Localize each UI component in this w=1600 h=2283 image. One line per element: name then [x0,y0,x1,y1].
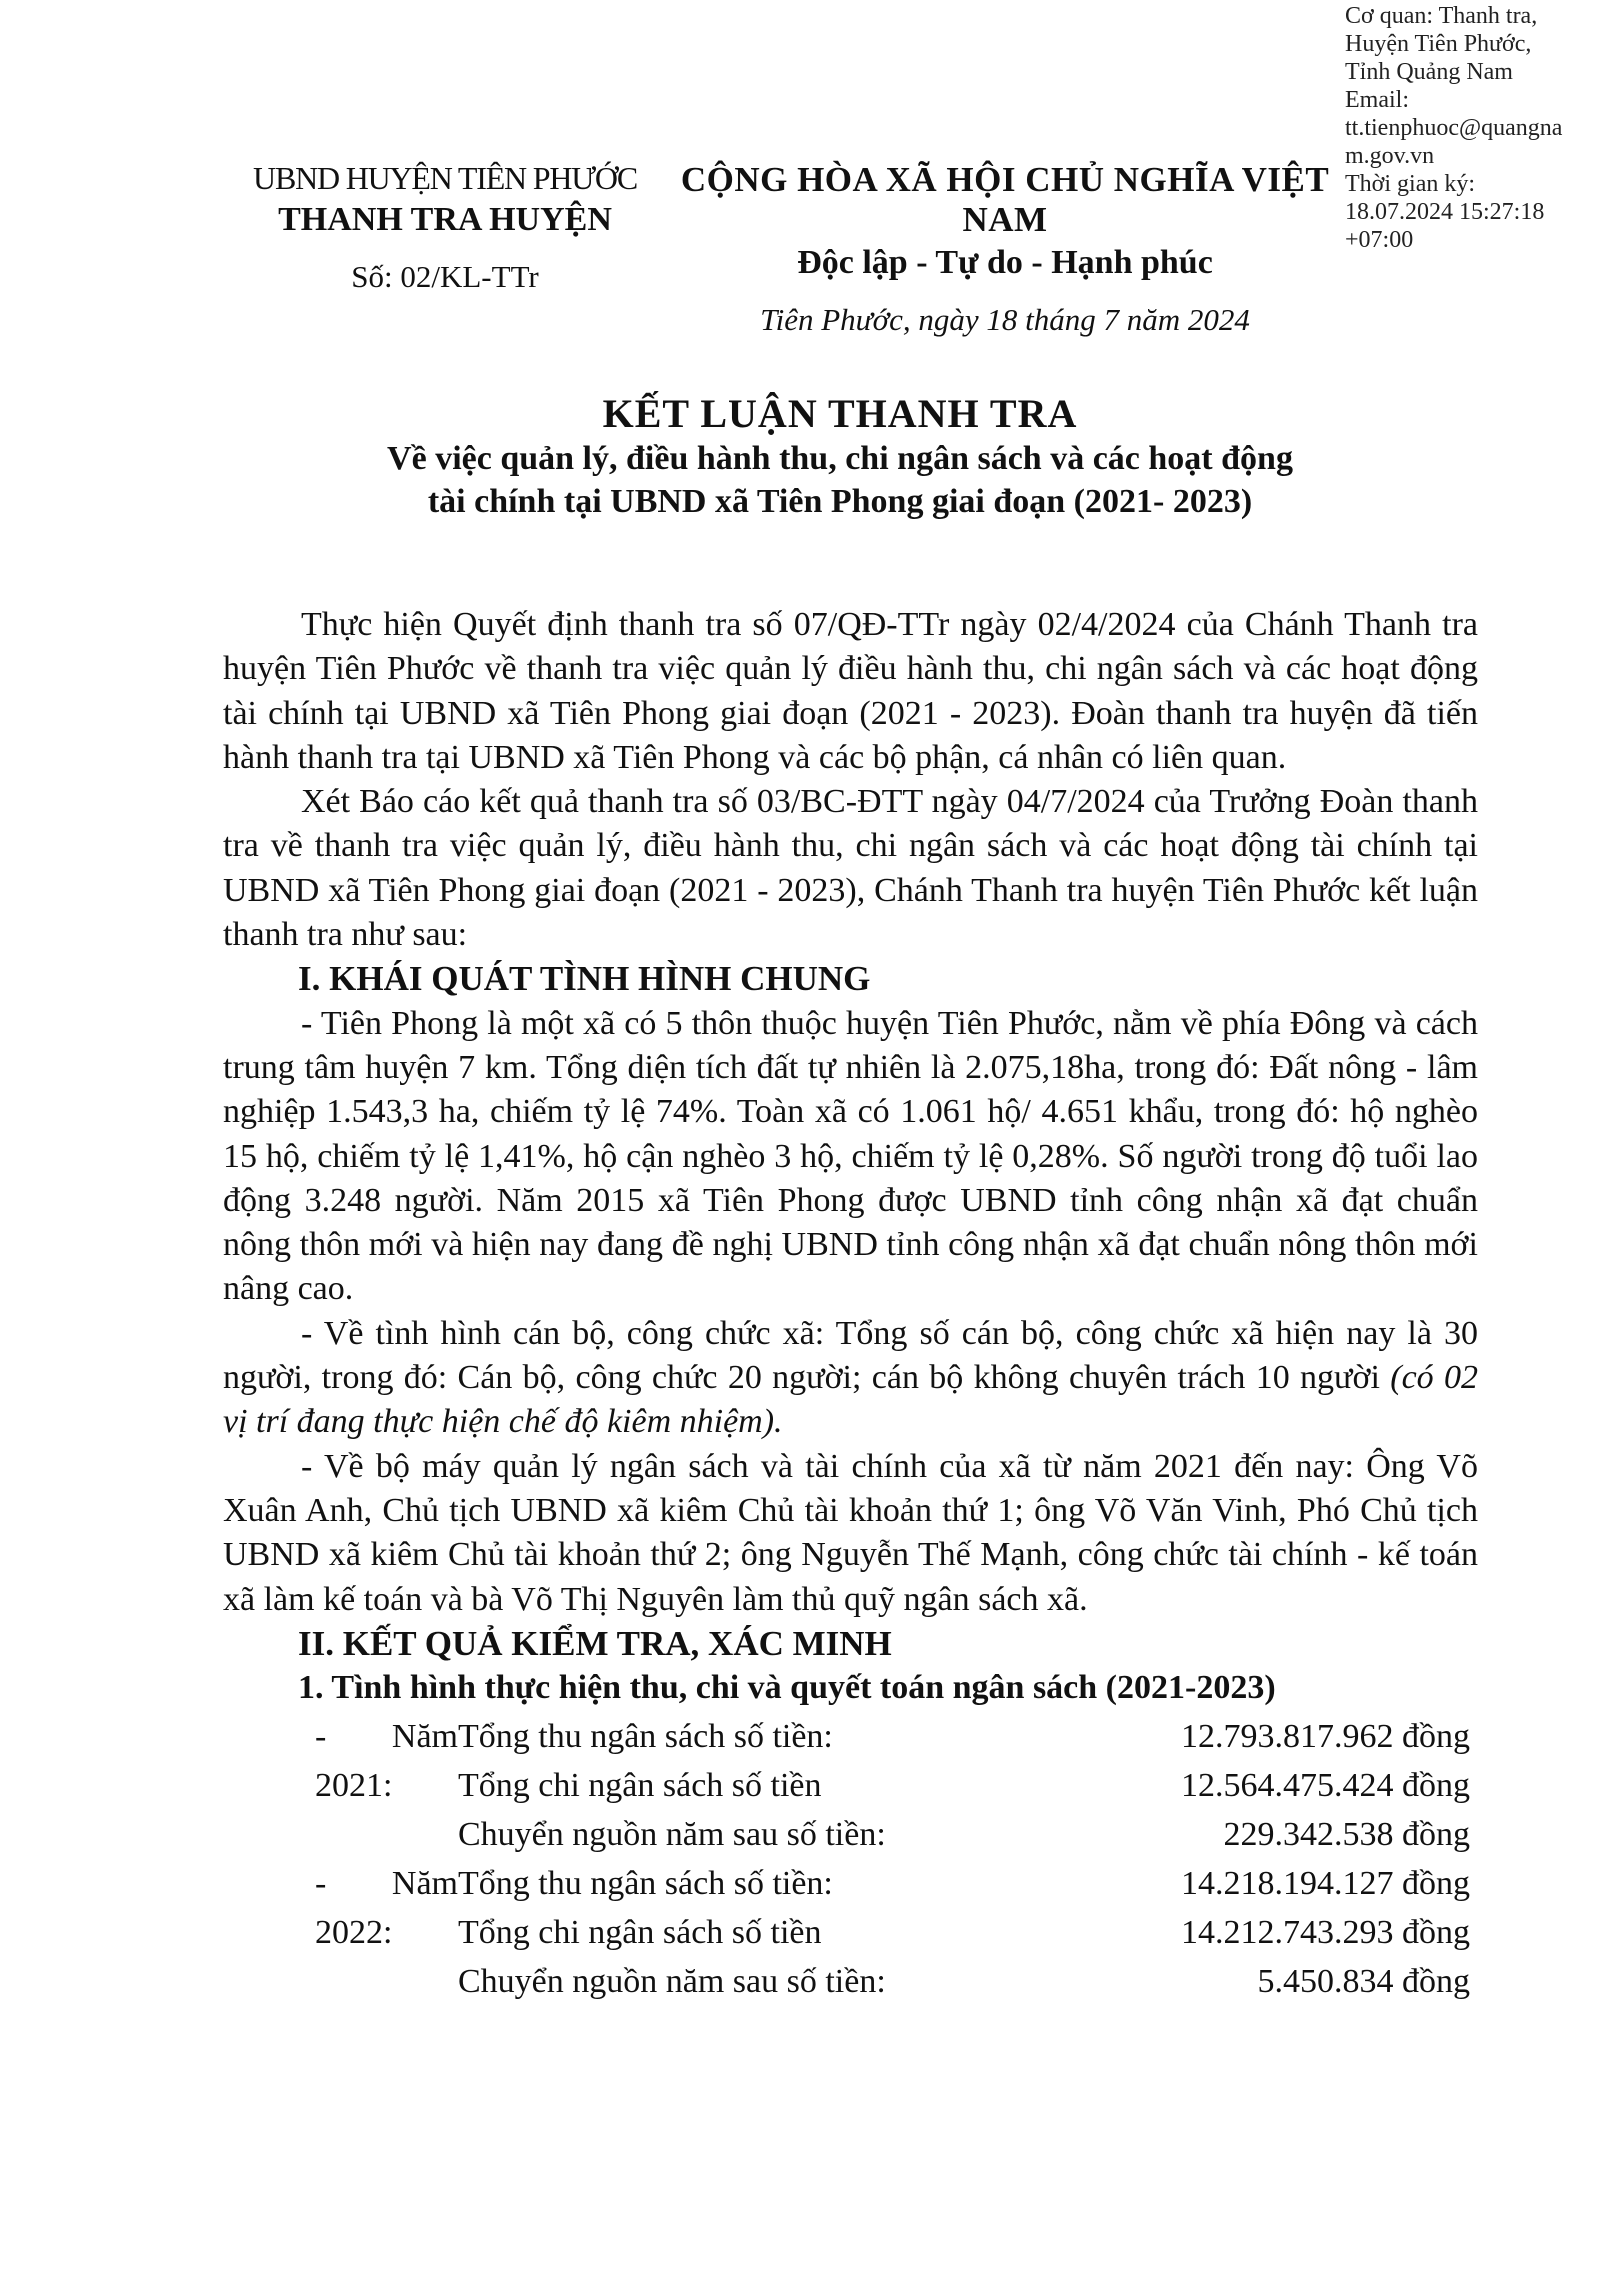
signature-line: Email: [1345,87,1409,113]
signature-line: Thời gian ký: [1345,171,1476,197]
signature-line: Cơ quan: Thanh tra, [1345,3,1538,29]
budget-year [223,1957,458,2006]
budget-amount: 5.450.834 đồng [1257,1963,1470,2001]
budget-amount: 12.793.817.962 đồng [1181,1718,1470,1756]
budget-label: Tổng chi ngân sách số tiền [458,1767,822,1805]
paragraph-report: Xét Báo cáo kết quả thanh tra số 03/BC-ĐTT ngày 04/7/2024 của Trưởng Đoàn thanh tra về thanh tra việc quản lý, điều hành thu, chi ngân sách và các hoạt động tài chính tại UBND xã Tiên Phong giai đoạn (2021 - 2023), Chánh Thanh tra huyện Tiên Phước kết luận thanh tra như sau: [223,783,1478,954]
paragraph-staff [223,1312,1478,1445]
issuing-organization: THANH TRA HUYỆN [278,201,612,238]
signature-line: +07:00 [1345,227,1414,253]
document-body [223,603,1478,2006]
issuing-authority [215,160,675,295]
digital-signature-stamp [1345,2,1600,254]
budget-row [223,1957,1478,2006]
budget-year: - Năm 2021: [315,1718,458,1805]
budget-label: Chuyển nguồn năm sau số tiền: [458,1963,886,2001]
document-subject-line-1: Về việc quản lý, điều hành thu, chi ngân sách và các hoạt động [387,440,1293,477]
budget-amount: 14.212.743.293 đồng [1181,1914,1470,1952]
budget-label: Tổng thu ngân sách số tiền: [458,1865,833,1903]
budget-row [223,1908,1478,1957]
staff-text: - Về tình hình cán bộ, công chức xã: Tổng số cán bộ, công chức xã hiện nay là 30 người, trong đó: Cán bộ, công chức 20 người; cán bộ không chuyên trách 10 người [223,1314,1478,1397]
document-number: Số: 02/KL-TTr [351,259,539,294]
signature-line: 18.07.2024 15:27:18 [1345,199,1545,225]
budget-label: Chuyển nguồn năm sau số tiền: [458,1816,886,1854]
document-title: KẾT LUẬN THANH TRA [602,391,1078,436]
signature-line: Huyện Tiên Phước, [1345,31,1532,57]
budget-figures [223,1712,1478,2006]
budget-year [223,1761,458,1810]
signature-line: m.gov.vn [1345,143,1435,169]
national-motto: Độc lập - Tự do - Hạnh phúc [797,244,1213,281]
budget-row [223,1810,1478,1859]
paragraph-budget-management: - Về bộ máy quản lý ngân sách và tài chính của xã từ năm 2021 đến nay: Ông Võ Xuân Anh, Chủ tịch UBND xã kiêm Chủ tài khoản thứ 1; ông Võ Văn Vinh, Phó Chủ tịch UBND xã kiêm Chủ tài khoản thứ 2; ông Nguyễn Thế Mạnh, công chức tài chính - kế toán xã làm kế toán và bà Võ Thị Nguyên làm thủ quỹ ngân sách xã. [223,1447,1478,1618]
place-and-date: Tiên Phước, ngày 18 tháng 7 năm 2024 [760,302,1250,337]
document-title-block [180,390,1500,523]
paragraph-decision: Thực hiện Quyết định thanh tra số 07/QĐ-TTr ngày 02/4/2024 của Chánh Thanh tra huyện Tiên Phước về thanh tra việc quản lý điều hành thu, chi ngân sách và các hoạt động tài chính tại UBND xã Tiên Phong giai đoạn (2021 - 2023). Đoàn thanh tra huyện đã tiến hành thanh tra tại UBND xã Tiên Phong và các bộ phận, cá nhân có liên quan. [223,606,1478,776]
parent-organization: UBND HUYỆN TIÊN PHƯỚC [253,160,637,196]
budget-label: Tổng chi ngân sách số tiền [458,1914,822,1952]
national-header [680,160,1330,338]
budget-amount: 229.342.538 đồng [1223,1816,1470,1854]
staff-note: (có 02 vị trí đang thực hiện chế độ kiêm nhiệm). [223,1359,1478,1441]
budget-year [223,1908,458,1957]
subsection-heading-budget: 1. Tình hình thực hiện thu, chi và quyết toán ngân sách (2021-2023) [298,1669,1276,1707]
signature-line: Tỉnh Quảng Nam [1345,59,1513,85]
budget-year [223,1810,458,1859]
document-subject-line-2: tài chính tại UBND xã Tiên Phong giai đoạn (2021- 2023) [427,483,1253,520]
paragraph-commune-overview: - Tiên Phong là một xã có 5 thôn thuộc huyện Tiên Phước, nằm về phía Đông và cách trung tâm huyện 7 km. Tổng diện tích đất tự nhiên là 2.075,18ha, trong đó: Đất nông - lâm nghiệp 1.543,3 ha, chiếm tỷ lệ 74%. Toàn xã có 1.061 hộ/ 4.651 khẩu, trong đó: hộ nghèo 15 hộ, chiếm tỷ lệ 1,41%, hộ cận nghèo 3 hộ, chiếm tỷ lệ 0,28%. Số người trong độ tuổi lao động 3.248 người. Năm 2015 xã Tiên Phong được UBND tỉnh công nhận xã đạt chuẩn nông thôn mới và hiện nay đang đề nghị UBND tỉnh công nhận xã đạt chuẩn nông thôn mới nâng cao. [223,1004,1478,1308]
budget-label: Tổng thu ngân sách số tiền: [458,1718,833,1756]
section-heading-results: II. KẾT QUẢ KIỂM TRA, XÁC MINH [298,1623,892,1663]
section-heading-general: I. KHÁI QUÁT TÌNH HÌNH CHUNG [298,959,871,999]
national-title: CỘNG HÒA XÃ HỘI CHỦ NGHĨA VIỆT NAM [680,160,1330,239]
budget-amount: 12.564.475.424 đồng [1181,1767,1470,1805]
signature-line: tt.tienphuoc@quangna [1345,115,1563,141]
budget-row [223,1761,1478,1810]
budget-year: - Năm 2022: [315,1865,458,1952]
budget-amount: 14.218.194.127 đồng [1181,1865,1470,1903]
